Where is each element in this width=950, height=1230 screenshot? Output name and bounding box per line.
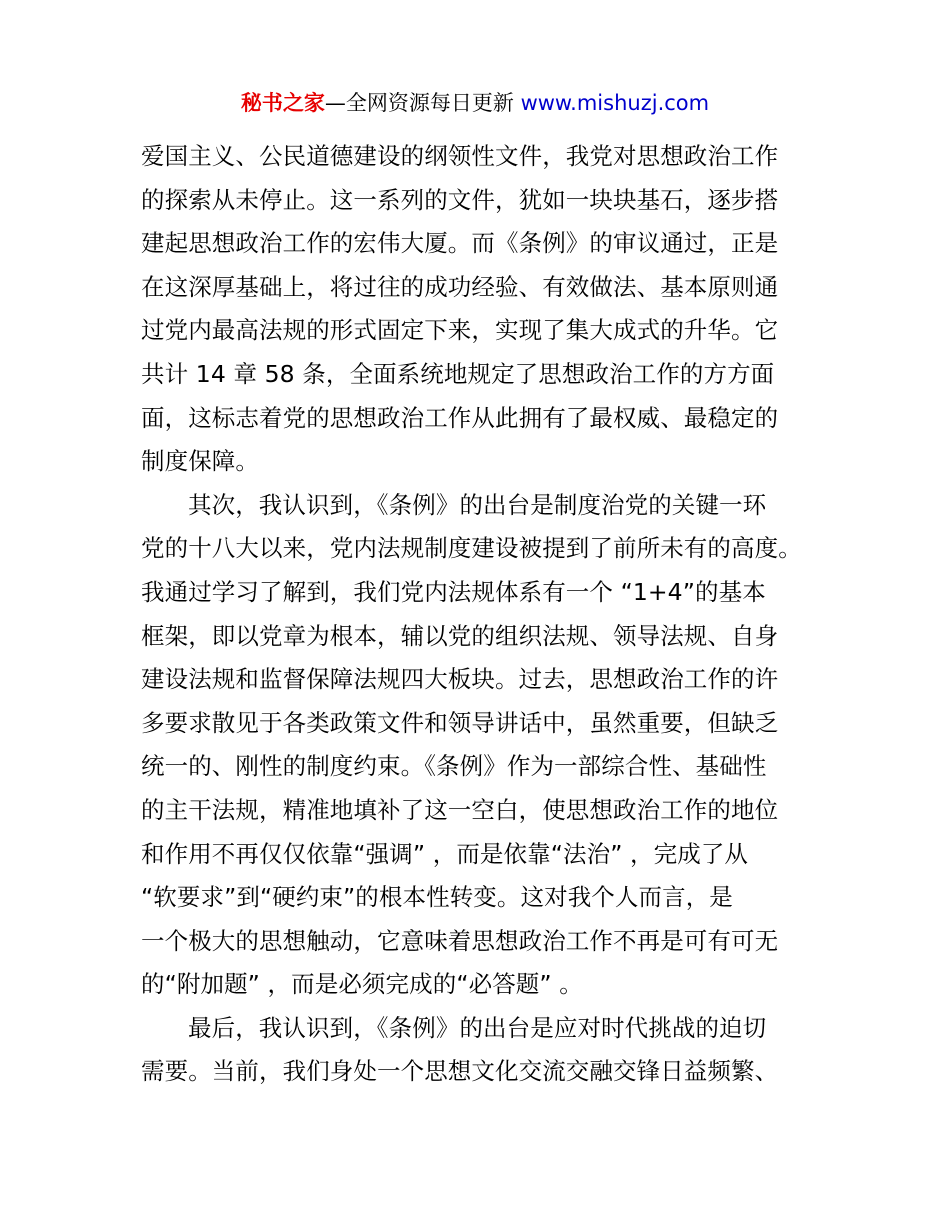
paragraph <box>141 1007 821 1094</box>
text-line: 在这深厚基础上，将过往的成功经验、有效做法、基本原则通 <box>141 272 779 301</box>
site-tagline: —全网资源每日更新 <box>324 91 514 115</box>
text-line: 需要。当前，我们身处一个思想文化交流交融交锋日益频繁、 <box>141 1057 779 1086</box>
site-url-link[interactable]: www.mishuzj.com <box>513 91 710 115</box>
text-line: 其次，我认识到，《条例》的出台是制度治党的关键一环 <box>188 490 767 519</box>
text-line: 我通过学习了解到，我们党内法规体系有一个 “1+4”的基本 <box>141 577 766 606</box>
text-line: 共计 14 章 58 条，全面系统地规定了思想政治工作的方方面 <box>141 359 775 388</box>
text-line: 建设法规和监督保障法规四大板块。过去，思想政治工作的许 <box>141 665 779 694</box>
text-line: 党的十八大以来，党内法规制度建设被提到了前所未有的高度。 <box>141 534 802 563</box>
text-line: 统一的、刚性的制度约束。《条例》作为一部综合性、基础性 <box>141 752 767 781</box>
document-body <box>141 135 821 1094</box>
text-line: 的“附加题” ，而是必须完成的“必答题” 。 <box>141 970 583 999</box>
text-line: 框架，即以党章为根本，辅以党的组织法规、领导法规、自身 <box>141 621 779 650</box>
text-line: “软要求”到“硬约束”的根本性转变。这对我个人而言，是 <box>141 883 733 912</box>
page-header <box>0 88 950 118</box>
text-line: 建起思想政治工作的宏伟大厦。而《条例》的审议通过，正是 <box>141 229 779 258</box>
text-line: 最后，我认识到，《条例》的出台是应对时代挑战的迫切 <box>188 1013 767 1042</box>
text-line: 一个极大的思想触动，它意味着思想政治工作不再是可有可无 <box>141 926 779 955</box>
text-line: 和作用不再仅仅依靠“强调” ，而是依靠“法治” ，完成了从 <box>141 839 749 868</box>
site-brand-name: 秘书之家 <box>240 91 325 115</box>
paragraph <box>141 484 821 1007</box>
text-line: 过党内最高法规的形式固定下来，实现了集大成式的升华。它 <box>141 316 779 345</box>
text-line: 面，这标志着党的思想政治工作从此拥有了最权威、最稳定的 <box>141 403 779 432</box>
text-line: 的探索从未停止。这一系列的文件，犹如一块块基石，逐步搭 <box>141 185 779 214</box>
text-line: 制度保障。 <box>141 447 259 476</box>
paragraph <box>141 135 821 484</box>
text-line: 爱国主义、公民道德建设的纲领性文件，我党对思想政治工作 <box>141 142 779 170</box>
text-line: 多要求散见于各类政策文件和领导讲话中，虽然重要，但缺乏 <box>141 708 779 737</box>
text-line: 的主干法规，精准地填补了这一空白，使思想政治工作的地位 <box>141 795 779 824</box>
